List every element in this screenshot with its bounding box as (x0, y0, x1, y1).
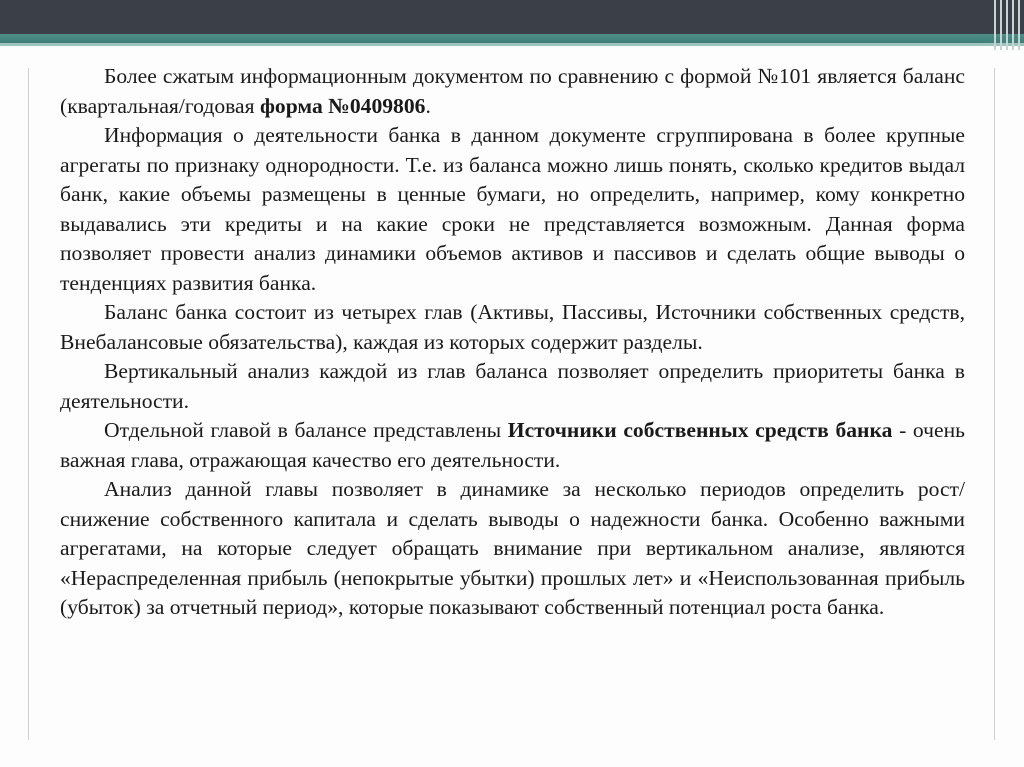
bold-text-run: форма №0409806 (259, 93, 426, 118)
text-run: Информация о деятельности банка в данном документе сгруппирована в более крупные агрегаты по признаку однородности. Т.е. из баланса можно лишь понять, сколько кредитов выдал банк, какие объемы размещены в ценные бумаги, но определить, например, кому конкретно выдавались эти кредиты и на какие сроки не представляется возможным. Данная форма позволяет провести анализ динамики объемов активов и пассивов и сделать общие выводы о тенденциях развития банка. (60, 123, 965, 295)
paragraph-5 (60, 416, 965, 475)
left-border-line (28, 68, 29, 740)
slide-accent-line (0, 34, 1024, 43)
paragraph-6 (60, 475, 965, 623)
bold-text-run: Источники собственных средств банка (507, 418, 893, 442)
paragraph-2 (60, 121, 965, 298)
text-run: Анализ данной главы позволяет в динамике за несколько периодов определить рост/снижение собственного капитала и сделать выводы о надежности банка. Особенно важными агрегатами, на которые следует обращать внимание при вертикальном анализе, являются «Нераспределенная прибыль (непокрытые убытки) прошлых лет» и «Неиспользованная прибыль (убыток) за отчетный период», которые показывают собственный потенциал роста банка. (60, 477, 965, 619)
slide-header-bar (0, 0, 1024, 34)
text-run: Вертикальный анализ каждой из глав баланса позволяет определить приоритеты банка в деятельности. (60, 359, 965, 413)
paragraph-1 (60, 62, 965, 121)
corner-decoration (984, 0, 1024, 50)
text-run: Более сжатым информационным документом по сравнению с формой №101 является баланс (квартальная/годовая (60, 64, 965, 118)
paragraph-4 (60, 357, 965, 416)
text-run: Отдельной главой в балансе представлены (104, 418, 508, 442)
text-run: Баланс банка состоит из четырех глав (Активы, Пассивы, Источники собственных средств, Внебалансовые обязательства), каждая из которых содержит разделы. (60, 300, 965, 354)
slide-accent-thin-line (0, 43, 1024, 46)
text-run: - очень важная глава, отражающая качество его деятельности. (60, 418, 966, 472)
slide-body (60, 62, 965, 623)
text-run: . (425, 93, 431, 118)
paragraph-3 (60, 298, 965, 357)
right-border-line (994, 68, 995, 740)
